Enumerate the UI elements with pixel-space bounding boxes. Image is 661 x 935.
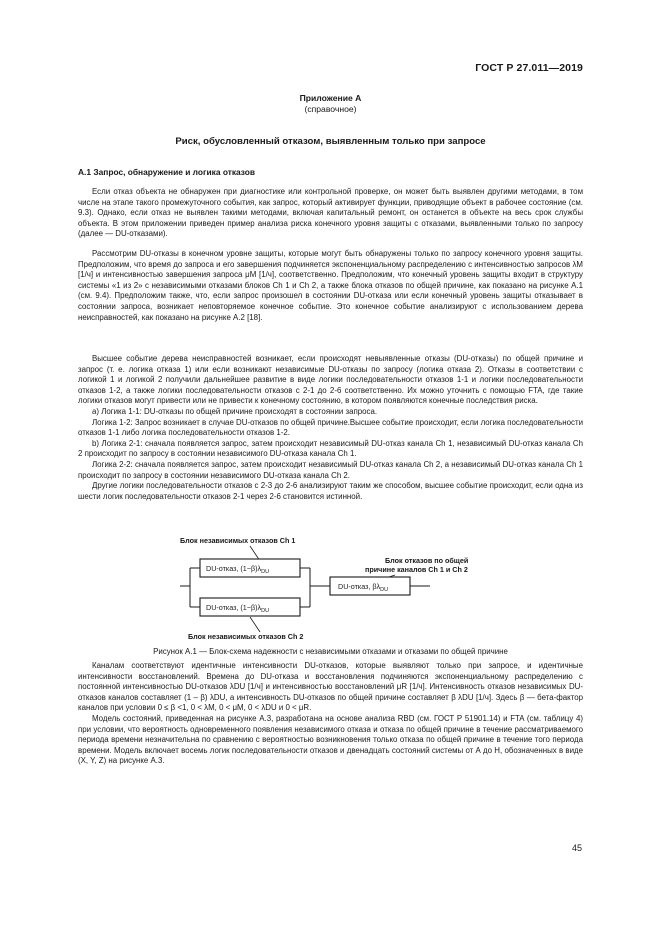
reliability-block-diagram — [180, 535, 480, 645]
appendix-heading — [0, 93, 661, 115]
paragraph-block-4 — [78, 661, 583, 767]
paragraph: Логика 1-2: Запрос возникает в случае DU-отказов по общей причине.Высшее событие происходит, если логика последовательности отказов 1-1 либо логика последовательности отказов 1-2. — [78, 417, 583, 438]
box-ch2-label: DU-отказ, $(1-\beta)\lambda_{DU}$ — [206, 603, 270, 614]
paragraph: Если отказ объекта не обнаружен при диагностике или контрольной проверке, он может быть выявлен другими методами, в том числе на этапе такого промежуточного события, как запрос, который активирует функции, приводящие объект в рабочее состояние (см. 9.3). Однако, если отказ не выявлен такими методами, включая капитальный ремонт, он останется в объекте на весь срок службы объекта. В этом приложении приведен пример анализа риска конечного уровня защиты с отказами, выявленными только по запросу (далее — DU-отказами). — [78, 187, 583, 239]
standard-code: ГОСТ Р 27.011—2019 — [475, 62, 583, 74]
appendix-title: Приложение А — [299, 93, 362, 103]
paragraph-block-3 — [78, 354, 583, 502]
box-ccf-label: DU-отказ, $\beta\lambda_{DU}$ — [338, 582, 389, 593]
paragraph: Другие логики последовательности отказов с 2-3 до 2-6 анализируют таким же способом, высшее событие происходит, если одна из шести логик последовательности отказов 2-1 через 2-6 становится истинной. — [78, 481, 583, 501]
paragraph-block-2 — [78, 249, 583, 323]
main-title: Риск, обусловленный отказом, выявленным только при запросе — [175, 136, 486, 147]
paragraph: Высшее событие дерева неисправностей возникает, если происходят невыявленные отказы (DU-отказы) по общей причине и запрос (т. е. логика отказа 1) или если возникают независимые DU-отказы по запросу (логика отказа 2). Отказы в соответствии с логикой 1 и логикой 2 получили дальнейшее развитие в виде логики последовательности отказов 1-1 и логики последовательности отказов 1-2, а также логики последовательности отказов с 2-1 до 2-6 соответственно. Их можно уточнить с помощью FTA, где такие логики отказов могут привести или не привести к конечному состоянию, в котором появляются конечные последствия риска. — [78, 354, 583, 406]
label-ch2-block: Блок независимых отказов Ch 2 — [188, 632, 304, 641]
figure-caption: Рисунок А.1 — Блок-схема надежности с независимыми отказами и отказами по общей причине — [153, 647, 508, 656]
paragraph: Модель состояний, приведенная на рисунке А.3, разработана на основе анализа RBD (см. ГОСТ Р 51901.14) и FTA (см. таблицу 4) при условии, что вероятность одновременного появления независимого отказа и отказа по общей причине в течение рассматриваемого периода времени незначительна по сравнению с вероятностью возникновения только отказа по общей причине в течение того периода времени. Модель включает восемь логик последовательности отказов и двенадцать состояний системы от А до Н, обозначенных в виде (X, Y, Z) на рисунке А.3. — [78, 713, 583, 766]
section-title: А.1 Запрос, обнаружение и логика отказов — [78, 167, 255, 177]
paragraph: b) Логика 2-1: сначала появляется запрос, затем происходит независимый DU-отказ канала Ch 1, независимый DU-отказ канала Ch 2 происходит по запросу в состоянии независимого DU-отказа канала Ch 1. — [78, 438, 583, 459]
paragraph: Логика 2-2: сначала появляется запрос, затем происходит независимый DU-отказ канала Ch 2, а независимый DU-отказ канала Ch 1 происходит по запросу в состоянии независимого DU-отказа канала Ch 2. — [78, 459, 583, 480]
box-ch1-label: DU-отказ, $(1-\beta)\lambda_{DU}$ — [206, 564, 270, 575]
paragraph-block-1 — [78, 187, 583, 240]
label-ccf-block-2: причине каналов Ch 1 и Ch 2 — [365, 565, 468, 574]
paragraph: Рассмотрим DU-отказы в конечном уровне защиты, которые могут быть обнаружены только по запросу конечного уровня защиты. Предположим, что время до запроса и его завершения подчиняется экспоненциальному распределению с интенсивностью запросов λM [1/ч] и интенсивностью завершения запроса μM [1/ч], соответственно. Предположим, что конечный уровень защиты входит в структуру системы «1 из 2» с независимыми отказами блоков Ch 1 и Ch 2, а также блока отказов по общей причине, как показано на рисунке А.1 (см. 9.4). Предположим также, что, если запрос произошел в состоянии DU-отказа или если конечный уровень защиты отказывает в состоянии запроса, возникает неповторяемое конечное событие. Это конечное событие анализируют с использованием дерева неисправностей, как показано на рисунке А.2 [18]. — [78, 249, 583, 322]
page-number: 45 — [571, 843, 582, 853]
paragraph: Каналам соответствуют идентичные интенсивности DU-отказов, которые выявляют только при запросе, и идентичные интенсивности восстановлений. Времена до DU-отказа и восстановления подчиняются экспоненциальному распределению с постоянной интенсивностью DU-отказов λDU [1/ч] и интенсивностью восстановлений μR [1/ч]. Интенсивность отказов независимых DU-отказов каналов составляет (1 – β) λDU, а интенсивность DU-отказов по общей причине составляет β λDU [1/ч]. Здесь β — бета-фактор каналов при условии 0 ≤ β <1, 0 < λM, 0 < μM, 0 < λDU и 0 < μR. — [78, 661, 583, 713]
label-ccf-block-1: Блок отказов по общей — [385, 556, 469, 565]
paragraph: а) Логика 1-1: DU-отказы по общей причине происходят в состоянии запроса. — [92, 406, 378, 416]
appendix-subtitle: (справочное) — [304, 104, 357, 114]
label-ch1-block: Блок независимых отказов Ch 1 — [180, 536, 296, 545]
leader-line-ch2 — [250, 617, 260, 632]
